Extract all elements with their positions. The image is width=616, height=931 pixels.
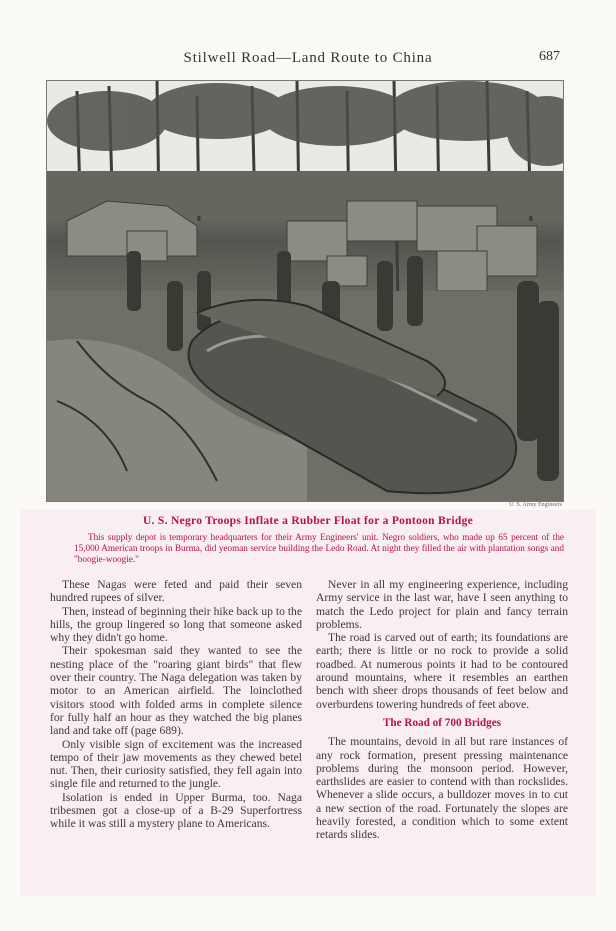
paragraph: Isolation is ended in Upper Burma, too. Naga tribesmen got a close-up of a B-29 Superfortress while it was still a mystery plane to Americans. bbox=[50, 790, 302, 831]
paragraph: Never in all my engineering experience, including Army service in the last war, have I seen anything to match the Ledo project for plain and fancy terrain problems. bbox=[316, 578, 568, 631]
paragraph: Their spokesman said they wanted to see the nesting place of the "roaring giant birds" that flew over their country. The Naga delegation was taken by motor to an American airfield. The loinclothed visitors stood with folded arms in complete silence for fully half an hour as they watched the big planes land and take off (page 689). bbox=[50, 644, 302, 738]
page-number: 687 bbox=[539, 49, 560, 64]
paragraph: The mountains, devoid in all but rare instances of any rock formation, present pressing maintenance problems during the monsoon period. However, earthslides are easier to contend with than rockslides. Whenever a slide occurs, a bulldozer moves in to cut a new section of the road. Fortunately the slopes are heavily forested, a condition which to some extent retards slides. bbox=[316, 735, 568, 842]
paragraph: These Nagas were feted and paid their seven hundred rupees of silver. bbox=[50, 578, 302, 605]
section-heading: The Road of 700 Bridges bbox=[382, 716, 502, 729]
paragraph: The road is carved out of earth; its foundations are earth; there is little or no rock to provide a solid roadbed. At numerous points it had to be contoured around mountains, where it resembles an earthen bench with sheer drops thousands of feet below and overburdens towering hundreds of feet above. bbox=[316, 631, 568, 711]
article-column-left bbox=[50, 578, 302, 831]
caption-title: U. S. Negro Troops Inflate a Rubber Float for a Pontoon Bridge bbox=[142, 515, 474, 527]
caption-text: This supply depot is temporary headquarters for their Army Engineers' unit. Negro soldiers, who made up 65 percent of the 15,000 American troops in Burma, did yeoman service building the Ledo Road. At night they filled the air with plantation songs and "boogie-woogie." bbox=[74, 532, 564, 565]
photograph-rubber-float bbox=[46, 80, 564, 502]
paragraph: Then, instead of beginning their hike back up to the hills, the group lingered so long that someone asked why they didn't go home. bbox=[50, 604, 302, 645]
photo-credit: U. S. Army Engineers bbox=[509, 502, 562, 508]
article-column-right bbox=[316, 578, 568, 842]
photo-illustration bbox=[47, 81, 563, 501]
running-title: Stilwell Road—Land Route to China bbox=[183, 50, 433, 66]
paragraph: Only visible sign of excitement was the increased tempo of their jaw movements as they chewed betel nut. Then, their curiosity satisfied, they fell again into single file and returned to the jungle. bbox=[50, 737, 302, 791]
running-head bbox=[0, 50, 616, 72]
